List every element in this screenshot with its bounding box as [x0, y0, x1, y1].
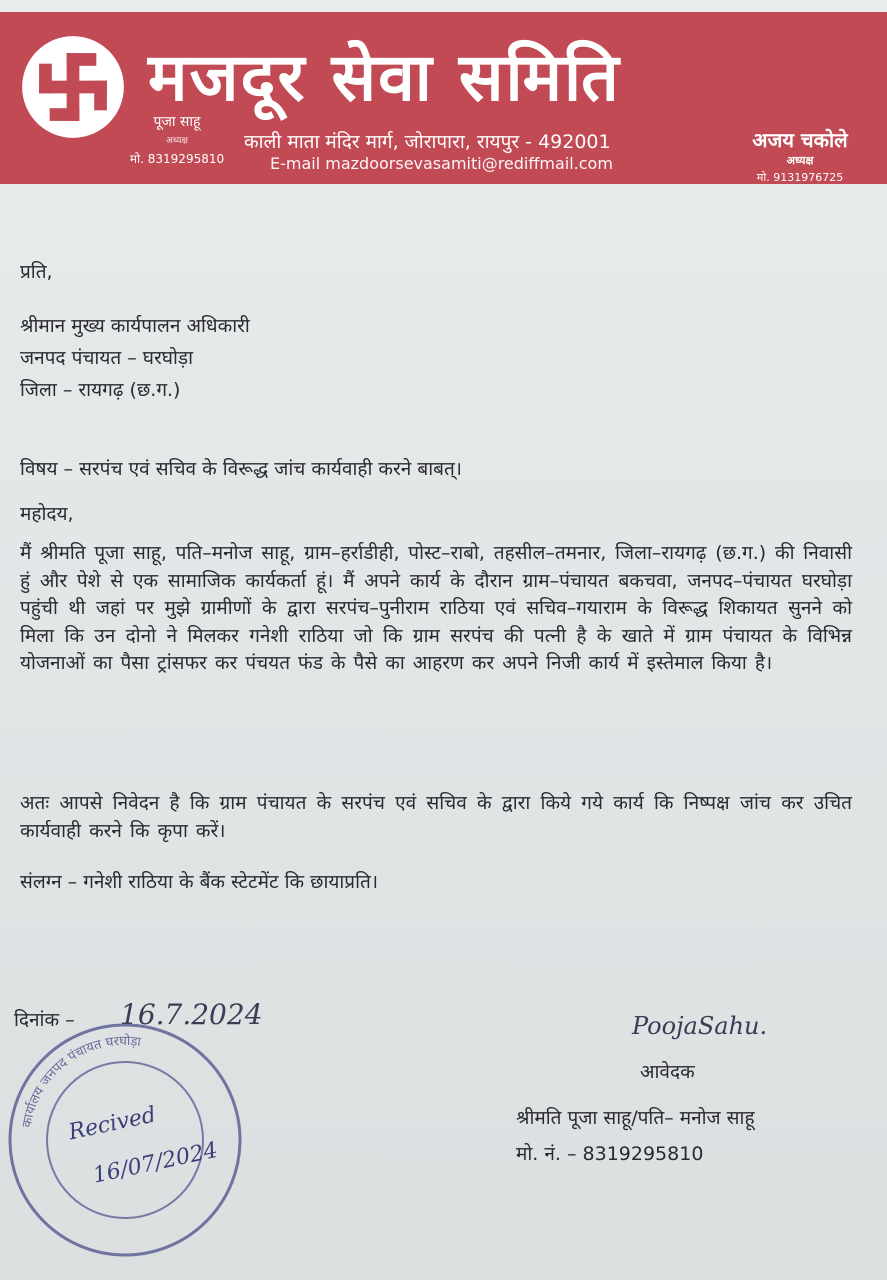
salutation-to: प्रति,: [20, 261, 53, 283]
left-contact-block: [112, 112, 242, 167]
recipient-line-1: श्रीमान मुख्य कार्यपालन अधिकारी: [20, 315, 250, 337]
applicant-label: आवेदक: [640, 1061, 695, 1083]
applicant-signature: PoojaSahu.: [632, 1012, 768, 1040]
right-contact-block: [730, 126, 870, 185]
request-paragraph: अतः आपसे निवेदन है कि ग्राम पंचायत के सरपंच एवं सचिव के द्वारा किये गये कार्य कि निष्पक्ष जांच कर उचित कार्यवाही करने कि कृपा करें।: [20, 792, 852, 842]
enclosure-line: संलग्न – गनेशी राठिया के बैंक स्टेटमेंट कि छायाप्रति।: [20, 871, 379, 893]
organization-address: काली माता मंदिर मार्ग, जोरापारा, रायपुर - 492001: [244, 131, 611, 153]
left-contact-role: अध्यक्ष: [166, 136, 188, 146]
left-contact-name: पूजा साहू: [153, 114, 201, 130]
stamp-received-date: 16/07/2024: [90, 1137, 221, 1189]
letterhead-banner: [0, 12, 887, 184]
right-contact-phone: मो. 9131976725: [756, 171, 844, 184]
organization-email: E-mail mazdoorsevasamiti@rediffmail.com: [270, 154, 613, 173]
date-handwritten: 16.7.2024: [120, 998, 263, 1031]
swastik-logo-icon: [20, 34, 126, 140]
left-contact-phone: मो. 8319295810: [129, 152, 225, 166]
organization-name: मजदूर सेवा समिति: [148, 38, 621, 116]
letter-body-paragraph: मैं श्रीमति पूजा साहू, पति–मनोज साहू, ग्राम–हर्राडीही, पोस्ट–राबो, तहसील–तमनार, जिला–रायगढ़ (छ.ग.) की निवासी हुं और पेशे से एक सामाजिक कार्यकर्ता हूं। मैं अपने कार्य के दौरान ग्राम–पंचायत बकचवा, जनपद–पंचायत घरघोड़ा पहुंची थी जहां पर मुझे ग्रामीणों के द्वारा सरपंच–पुनीराम राठिया एवं सचिव–गयाराम के विरूद्ध शिकायत सुनने को मिला कि उन दोनो ने मिलकर गनेशी राठिया जो कि ग्राम सरपंच की पत्नी है के खाते में ग्राम पंचायत के विभिन्न योजनाओं का पैसा ट्रांसफर कर पंचयत फंड के पैसे का आहरण कर अपने निजी कार्य में इस्तेमाल किया है।: [20, 542, 852, 674]
greeting: महोदय,: [20, 503, 74, 525]
right-contact-name: अजय चकोले: [752, 128, 848, 152]
applicant-phone: मो. नं. – 8319295810: [516, 1143, 704, 1165]
recipient-line-3: जिला – रायगढ़ (छ.ग.): [20, 379, 181, 401]
recipient-line-2: जनपद पंचायत – घरघोड़ा: [20, 347, 194, 369]
subject-line: विषय – सरपंच एवं सचिव के विरूद्ध जांच कार्यवाही करने बाबत्।: [20, 458, 463, 480]
received-stamp: [0, 1015, 250, 1265]
right-contact-role: अध्यक्ष: [786, 154, 814, 167]
applicant-name: श्रीमति पूजा साहू/पति– मनोज साहू: [516, 1107, 755, 1129]
date-label: दिनांक –: [14, 1009, 75, 1031]
stamp-received-note: Recived: [66, 1102, 159, 1146]
stamp-ring-text: कार्यालय जनपद पंचायत घरघोड़ा: [19, 1033, 142, 1129]
